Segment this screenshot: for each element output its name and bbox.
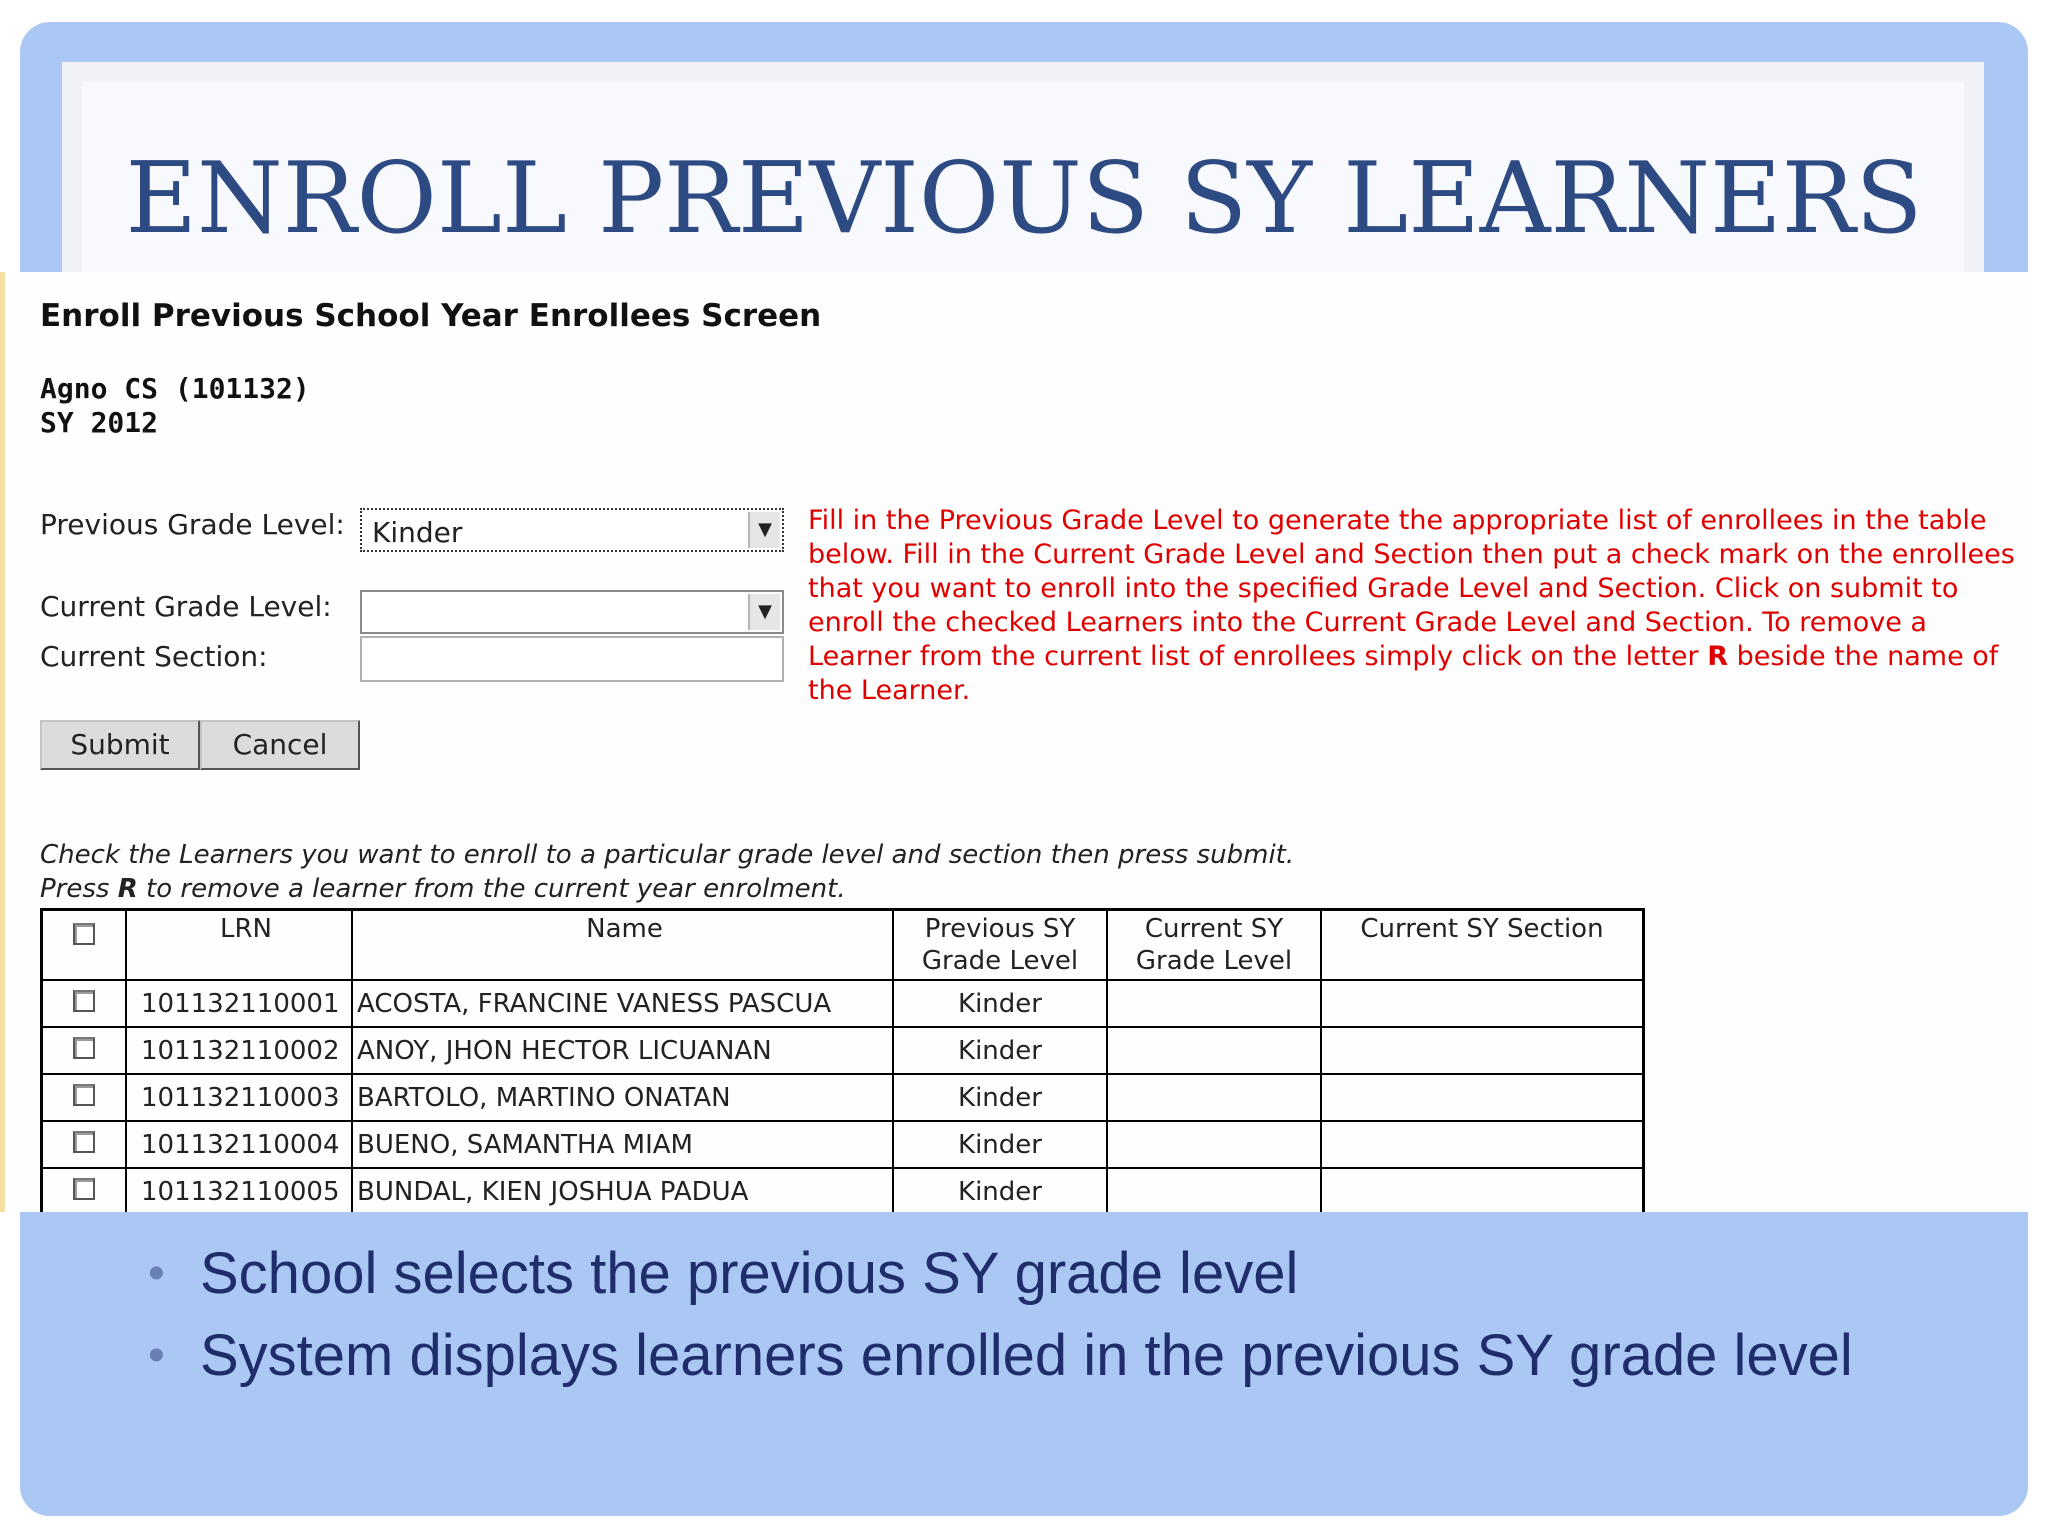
- row-checkbox[interactable]: [73, 1037, 95, 1059]
- row-checkbox[interactable]: [73, 1131, 95, 1153]
- bullet-list: [148, 1240, 1948, 1404]
- table-note-2-pre: Press: [40, 874, 118, 904]
- row-checkbox[interactable]: [73, 990, 95, 1012]
- cell-current-grade: [1107, 1027, 1321, 1074]
- row-checkbox-cell: [42, 1074, 127, 1121]
- header-current-section: Current SY Section: [1321, 910, 1644, 981]
- cell-current-grade: [1107, 1121, 1321, 1168]
- row-checkbox-cell: [42, 1121, 127, 1168]
- screen-heading: Enroll Previous School Year Enrollees Screen: [40, 298, 822, 334]
- cell-previous-grade: Kinder: [893, 1074, 1107, 1121]
- header-lrn: LRN: [126, 910, 352, 981]
- row-checkbox-cell: [42, 980, 127, 1027]
- current-section-input[interactable]: [360, 636, 784, 682]
- header-previous-grade-line2: Grade Level: [921, 946, 1079, 976]
- table-note-1: Check the Learners you want to enroll to a particular grade level and section then press submit.: [40, 840, 1295, 870]
- current-grade-label: Current Grade Level:: [40, 590, 332, 623]
- school-name: Agno CS (101132): [40, 372, 310, 405]
- table-note-2: [40, 874, 846, 904]
- current-section-label: Current Section:: [40, 640, 268, 673]
- table-note-2-letter: R: [117, 874, 138, 904]
- bullet-text: School selects the previous SY grade level: [200, 1241, 1299, 1306]
- cell-lrn: 101132110004: [126, 1121, 352, 1168]
- row-checkbox[interactable]: [73, 1084, 95, 1106]
- cell-previous-grade: Kinder: [893, 1121, 1107, 1168]
- cell-name: BUENO, SAMANTHA MIAM: [352, 1121, 893, 1168]
- header-previous-grade-line1: Previous SY: [924, 914, 1076, 944]
- cell-current-section: [1321, 980, 1644, 1027]
- cell-current-section: [1321, 1074, 1644, 1121]
- cell-name: ANOY, JHON HECTOR LICUANAN: [352, 1027, 893, 1074]
- header-name: Name: [352, 910, 893, 981]
- table-note-2-post: to remove a learner from the current year enrolment.: [137, 874, 846, 904]
- row-checkbox-cell: [42, 1027, 127, 1074]
- cell-lrn: 101132110001: [126, 980, 352, 1027]
- screen-accent-bar: [0, 272, 5, 1212]
- cell-previous-grade: Kinder: [893, 980, 1107, 1027]
- cell-name: BUNDAL, KIEN JOSHUA PADUA: [352, 1168, 893, 1216]
- enroll-screen: [0, 272, 2028, 1212]
- table-header-row: [42, 910, 1644, 981]
- instructions-part2: beside the name of the Learner.: [808, 641, 1999, 706]
- submit-button[interactable]: Submit: [40, 720, 200, 770]
- cell-current-section: [1321, 1027, 1644, 1074]
- bullet-text: System displays learners enrolled in the previous SY grade level: [200, 1323, 1853, 1388]
- instructions-part1: Fill in the Previous Grade Level to generate the appropriate list of enrollees in the table below. Fill in the Current Grade Level and Section then put a check mark on the enrollees that you want to enroll into the specified Grade Level and Section. Click on submit to enroll the checked Learners into the Current Grade Level and Section. To remove a Learner from the current list of enrollees simply click on the letter: [808, 505, 2015, 672]
- bullet-dot-icon: •: [148, 1329, 165, 1382]
- previous-grade-value: Kinder: [372, 516, 463, 549]
- bullet-item: [148, 1322, 1948, 1390]
- chevron-down-icon[interactable]: ▼: [748, 594, 780, 630]
- row-checkbox[interactable]: [73, 1178, 95, 1200]
- table-row: [42, 1121, 1644, 1168]
- header-current-grade-line1: Current SY: [1144, 914, 1284, 944]
- row-checkbox-cell: [42, 1168, 127, 1216]
- current-grade-select[interactable]: [360, 590, 784, 634]
- cell-current-grade: [1107, 1168, 1321, 1216]
- bullet-item: [148, 1240, 1948, 1308]
- instructions-text: [808, 504, 2028, 708]
- table-row: [42, 1027, 1644, 1074]
- cancel-button[interactable]: Cancel: [200, 720, 360, 770]
- school-year: SY 2012: [40, 406, 159, 439]
- cell-lrn: 101132110002: [126, 1027, 352, 1074]
- header-current-grade: [1107, 910, 1321, 981]
- school-info: [40, 372, 310, 440]
- table-row: [42, 1168, 1644, 1216]
- header-current-grade-line2: Grade Level: [1135, 946, 1293, 976]
- cell-current-grade: [1107, 980, 1321, 1027]
- select-all-header: [42, 910, 127, 981]
- cell-previous-grade: Kinder: [893, 1168, 1107, 1216]
- instructions-remove-letter: R: [1707, 641, 1728, 672]
- cell-previous-grade: Kinder: [893, 1027, 1107, 1074]
- cell-current-grade: [1107, 1074, 1321, 1121]
- bullet-dot-icon: •: [148, 1247, 165, 1300]
- cell-name: BARTOLO, MARTINO ONATAN: [352, 1074, 893, 1121]
- chevron-down-icon[interactable]: ▼: [748, 512, 780, 548]
- previous-grade-label: Previous Grade Level:: [40, 508, 345, 541]
- learners-table: [40, 908, 1645, 1217]
- header-previous-grade: [893, 910, 1107, 981]
- cell-name: ACOSTA, FRANCINE VANESS PASCUA: [352, 980, 893, 1027]
- select-all-checkbox[interactable]: [73, 923, 95, 945]
- table-row: [42, 1074, 1644, 1121]
- cell-lrn: 101132110005: [126, 1168, 352, 1216]
- cell-current-section: [1321, 1168, 1644, 1216]
- slide-title: ENROLL PREVIOUS SY LEARNERS: [125, 142, 1923, 256]
- cell-lrn: 101132110003: [126, 1074, 352, 1121]
- cell-current-section: [1321, 1121, 1644, 1168]
- table-row: [42, 980, 1644, 1027]
- previous-grade-select[interactable]: [360, 508, 784, 552]
